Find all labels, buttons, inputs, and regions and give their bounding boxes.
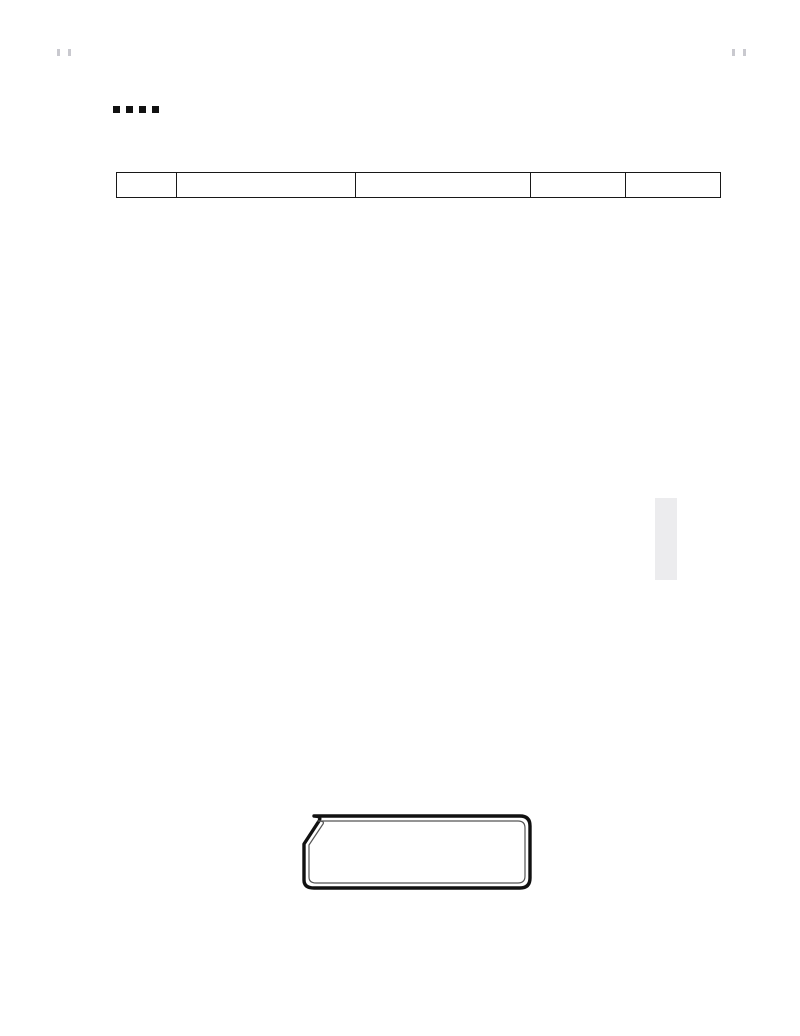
watermark-block [655, 498, 677, 580]
header-signal-designation [177, 173, 356, 198]
bullet-square-icon [126, 106, 133, 113]
header-av2 [626, 173, 721, 198]
scan-artifact [68, 49, 71, 56]
scan-artifact [57, 49, 60, 56]
bullet-square-icon [139, 106, 146, 113]
bullet-square-icon [113, 106, 120, 113]
scan-artifact [732, 49, 735, 56]
header-av1 [531, 173, 626, 198]
table-header-row [117, 173, 721, 198]
section-title [113, 106, 169, 113]
header-matching-value [356, 173, 531, 198]
scan-artifact [743, 49, 746, 56]
pin-assignment-table [116, 172, 721, 198]
bullet-square-icon [152, 106, 159, 113]
scart-connector-diagram [292, 798, 540, 906]
connector-outer-shell [304, 816, 530, 888]
header-pin-no [117, 173, 177, 198]
watermark-text [96, 440, 736, 600]
